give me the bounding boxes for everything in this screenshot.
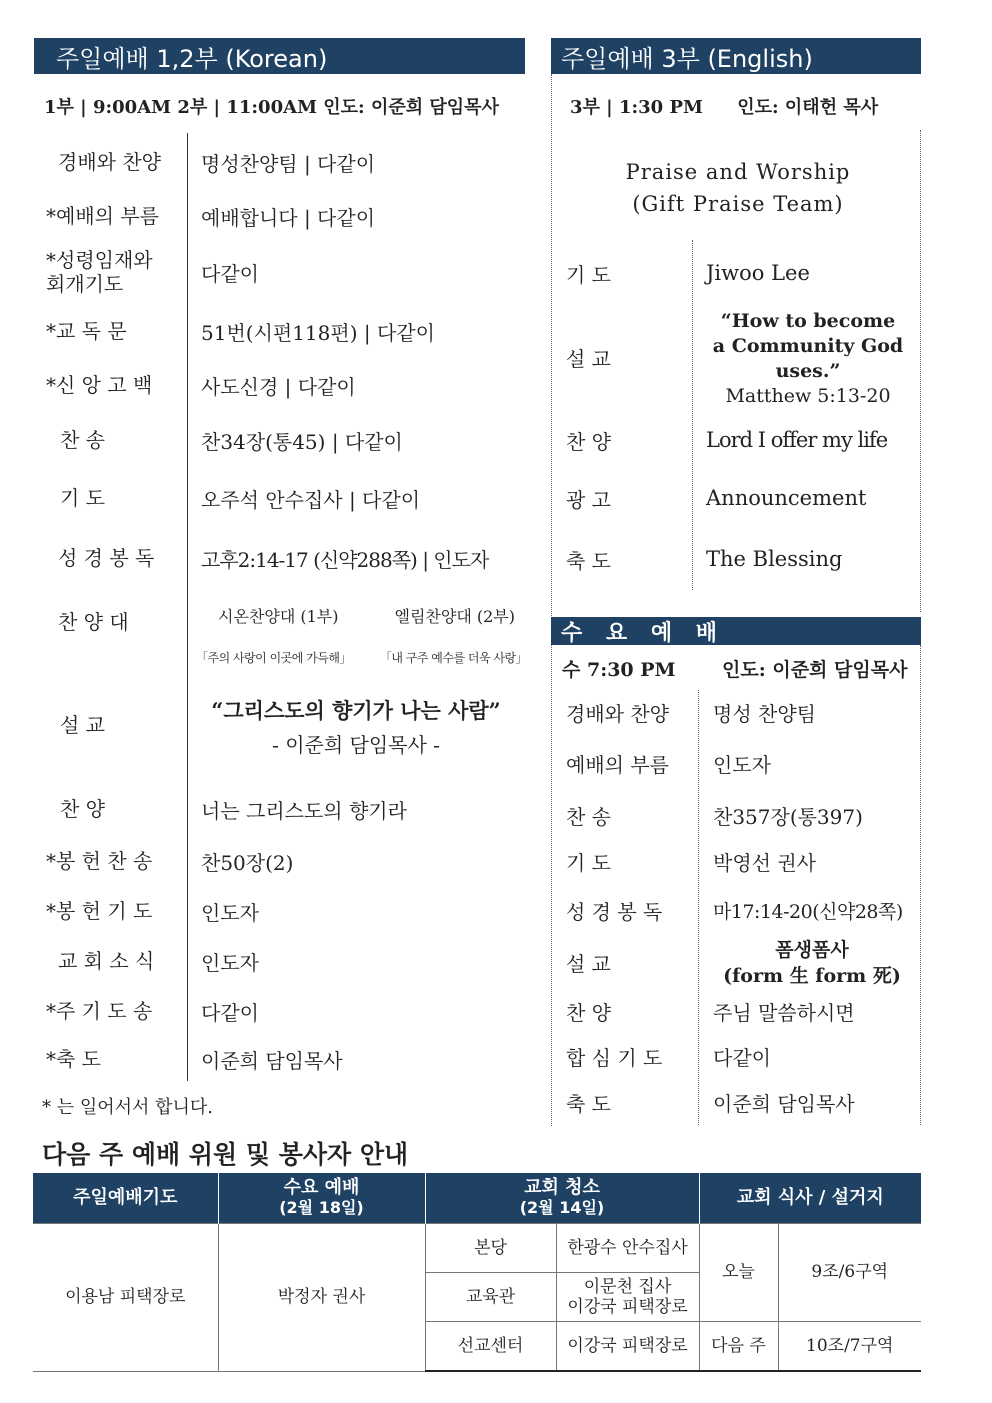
korean-row-value: 이준희 담임목사: [201, 1048, 343, 1073]
english-sermon-ref: Matthew 5:13-20: [725, 385, 891, 407]
english-left-border: [551, 74, 552, 1126]
korean-row-label: [46, 309, 174, 353]
korean-row-value: 인도자: [201, 900, 259, 925]
choir-first-service: 시온찬양대 (1부): [218, 607, 339, 626]
korean-row-value: 고후2:14-17 (신약288쪽) | 인도자: [201, 547, 489, 572]
wednesday-row-label: [566, 741, 680, 785]
korean-row-label-text: *축 도: [46, 1047, 101, 1071]
korean-row-value: 다같이: [201, 1000, 259, 1025]
korean-row-label-text: *성령임재와 회개기도: [46, 248, 153, 296]
english-praise-worship: [560, 156, 916, 220]
cleaning-place: 본당: [425, 1224, 556, 1273]
korean-row-value: 찬34장(통45) | 다같이: [201, 429, 403, 454]
wednesday-row-label-text: 경배와 찬양: [566, 701, 669, 726]
english-notice-value: Announcement: [706, 486, 867, 510]
meal-when-next: 다음 주: [699, 1322, 778, 1372]
wednesday-row-label-text: 설 교: [566, 951, 611, 976]
korean-row-value: 예배합니다 | 다같이: [201, 205, 376, 230]
wednesday-sermon-block: [712, 937, 912, 989]
wednesday-prayer-person: 박정자 권사: [218, 1224, 425, 1372]
cleaning-place: 선교센터: [425, 1322, 556, 1372]
choir-block: [196, 604, 526, 666]
meal-group-next: 10조/7구역: [778, 1322, 921, 1372]
korean-row-label: [46, 839, 174, 883]
wednesday-row-label-text: 합 심 기 도: [566, 1045, 663, 1070]
english-sermon: [712, 309, 904, 409]
korean-row-label-text: 설 교: [60, 713, 105, 737]
korean-sermon-block: [196, 694, 516, 762]
korean-row-label: [46, 703, 174, 747]
english-praise-line2: (Gift Praise Team): [632, 192, 844, 216]
korean-row-label: [46, 939, 174, 983]
english-right-border: [920, 130, 921, 612]
wednesday-row-value: 박영선 권사: [713, 850, 816, 875]
wednesday-row-value: 주님 말씀하시면: [713, 1000, 855, 1025]
korean-service-header: 주일예배 1,2부 (Korean): [34, 38, 525, 74]
wednesday-row-value: 이준희 담임목사: [713, 1091, 855, 1116]
choir-second-song: 「내 구주 예수를 더욱 사랑」: [379, 651, 528, 665]
korean-row-label: [46, 989, 174, 1033]
korean-row-label-text: *주 기 도 송: [46, 999, 153, 1023]
wednesday-row-label: [566, 940, 680, 984]
wednesday-leader: 인도: 이준희 담임목사: [722, 659, 908, 681]
wednesday-inner-divider: [698, 690, 699, 1125]
wednesday-row-label: [566, 888, 680, 932]
col-wednesday: [218, 1173, 425, 1224]
korean-row-label-text: 교 회 소 식: [58, 949, 155, 973]
english-song-label-text: 찬 양: [566, 429, 611, 454]
korean-sermon-title: “그리스도의 향기가 나는 사람”: [211, 698, 501, 723]
wednesday-row-label: [566, 1034, 680, 1078]
english-blessing-label-text: 축 도: [566, 548, 611, 573]
wednesday-row-label-text: 예배의 부름: [566, 752, 669, 777]
english-notice-label-text: 광 고: [566, 487, 611, 512]
col-meal: [699, 1173, 921, 1224]
cleaning-place: 교육관: [425, 1273, 556, 1322]
korean-row-label: [46, 889, 174, 933]
korean-row-label-text: *신 앙 고 백: [46, 373, 153, 397]
korean-row-label: [46, 194, 174, 238]
wednesday-row-label: [566, 690, 680, 734]
korean-row-label-text: 찬 송: [60, 428, 105, 452]
korean-divider: [187, 133, 188, 1081]
wednesday-row-label-text: 기 도: [566, 850, 611, 875]
english-prayer-label-text: 기 도: [566, 262, 611, 287]
sunday-prayer-person: 이용남 피택장로: [33, 1224, 218, 1372]
wednesday-row-label-text: 찬 송: [566, 804, 611, 829]
english-song-value: Lord I offer my life: [706, 428, 888, 452]
wednesday-row-value: 인도자: [713, 752, 771, 777]
wednesday-sermon-subtitle: (form 生 form 死): [723, 965, 901, 987]
korean-schedule: 1부 | 9:00AM 2부 | 11:00AM 인도: 이준희 담임목사: [44, 97, 499, 118]
korean-row-label-text: *교 독 문: [46, 319, 127, 343]
wednesday-service-header: 수 요 예 배: [551, 617, 921, 645]
english-inner-divider: [692, 240, 693, 590]
korean-row-label: [46, 536, 174, 580]
col-cleaning-date: (2월 14일): [519, 1198, 605, 1218]
korean-row-label: [46, 140, 174, 184]
meal-when-today: 오늘: [699, 1224, 778, 1322]
col-cleaning: [425, 1173, 699, 1224]
korean-row-label-text: *봉 헌 찬 송: [46, 849, 153, 873]
korean-sermon-preacher: - 이준희 담임목사 -: [272, 733, 440, 757]
wednesday-row-value: 명성 찬양팀: [713, 701, 816, 726]
korean-row-label-text: *예배의 부름: [46, 204, 159, 228]
choir-second-service: 엘림찬양대 (2부): [394, 607, 515, 626]
col-sunday-prayer-text: 주일예배기도: [73, 1186, 178, 1208]
wednesday-sermon-title: 폼생폼사: [775, 939, 849, 961]
meal-group-today: 9조/6구역: [778, 1224, 921, 1322]
english-schedule-leader: 인도: 이태헌 목사: [737, 97, 879, 118]
english-song-label: [566, 418, 682, 462]
col-wednesday-date: (2월 18일): [279, 1198, 364, 1218]
english-service-header: 주일예배 3부 (English): [551, 38, 921, 74]
korean-row-label: [46, 418, 174, 462]
wednesday-row-value: 다같이: [713, 1045, 771, 1070]
english-sermon-label: [566, 335, 682, 379]
korean-row-value: 다같이: [201, 261, 259, 286]
wednesday-row-value: 마17:14-20(신약28쪽): [713, 900, 903, 923]
korean-row-label: [46, 787, 174, 831]
standing-footnote: * 는 일어서서 합니다.: [42, 1097, 213, 1118]
wednesday-row-label: [566, 1080, 680, 1124]
col-wednesday-text: 수요 예배: [283, 1177, 360, 1199]
korean-row-value: 오주석 안수집사 | 다같이: [201, 487, 421, 512]
wednesday-right-border: [920, 645, 921, 1125]
wednesday-row-label: [566, 793, 680, 837]
korean-row-label: [46, 476, 174, 520]
wednesday-row-label-text: 성 경 봉 독: [566, 899, 663, 924]
wednesday-row-label: [566, 839, 680, 883]
english-prayer-value: Jiwoo Lee: [706, 261, 810, 285]
english-notice-label: [566, 476, 682, 520]
next-week-table: [33, 1173, 921, 1372]
col-sunday-prayer: [33, 1173, 218, 1224]
korean-row-value: 51번(시편118편) | 다같이: [201, 320, 435, 345]
wednesday-row-value: 찬357장(통397): [713, 804, 863, 829]
korean-row-value: 인도자: [201, 950, 259, 975]
english-sermon-title: “How to become a Community God uses.”: [712, 310, 904, 382]
next-week-title: 다음 주 예배 위원 및 봉사자 안내: [42, 1140, 409, 1169]
korean-row-label-text: 기 도: [60, 486, 105, 510]
korean-row-label: [46, 1037, 174, 1081]
choir-first-song: 「주의 사랑이 이곳에 가득해」: [196, 651, 351, 665]
korean-row-label-text: 찬 양 대: [58, 610, 129, 634]
wednesday-row-label: [566, 989, 680, 1033]
korean-row-label: [46, 600, 174, 644]
col-meal-text: 교회 식사 / 설거지: [736, 1186, 884, 1208]
korean-row-label-text: 경배와 찬양: [58, 150, 161, 174]
cleaning-person: 이문천 집사 이강국 피택장로: [556, 1273, 699, 1322]
english-blessing-value: The Blessing: [706, 547, 843, 571]
col-cleaning-text: 교회 청소: [524, 1177, 600, 1199]
korean-row-label: [46, 250, 174, 294]
wednesday-row-label-text: 축 도: [566, 1091, 611, 1116]
wednesday-row-label-text: 찬 양: [566, 1000, 611, 1025]
english-praise-line1: Praise and Worship: [625, 160, 851, 184]
korean-row-value: 찬50장(2): [201, 850, 294, 875]
korean-row-label-text: *봉 헌 기 도: [46, 899, 153, 923]
cleaning-person: 이강국 피택장로: [556, 1322, 699, 1372]
korean-row-label: [46, 363, 174, 407]
english-blessing-label: [566, 537, 682, 581]
english-schedule: [570, 93, 878, 119]
wednesday-time: 수 7:30 PM: [562, 659, 676, 681]
korean-row-value: 사도신경 | 다같이: [201, 374, 356, 399]
english-sermon-label-text: 설 교: [566, 346, 611, 371]
korean-row-label-text: 찬 양: [60, 797, 105, 821]
english-schedule-part: 3부 | 1:30 PM: [570, 97, 703, 118]
korean-row-value: 명성찬양팀 | 다같이: [201, 151, 376, 176]
cleaning-person: 한광수 안수집사: [556, 1224, 699, 1273]
korean-row-value: 너는 그리스도의 향기라: [201, 798, 407, 823]
korean-row-label-text: 성 경 봉 독: [58, 546, 155, 570]
english-prayer-label: [566, 251, 682, 295]
